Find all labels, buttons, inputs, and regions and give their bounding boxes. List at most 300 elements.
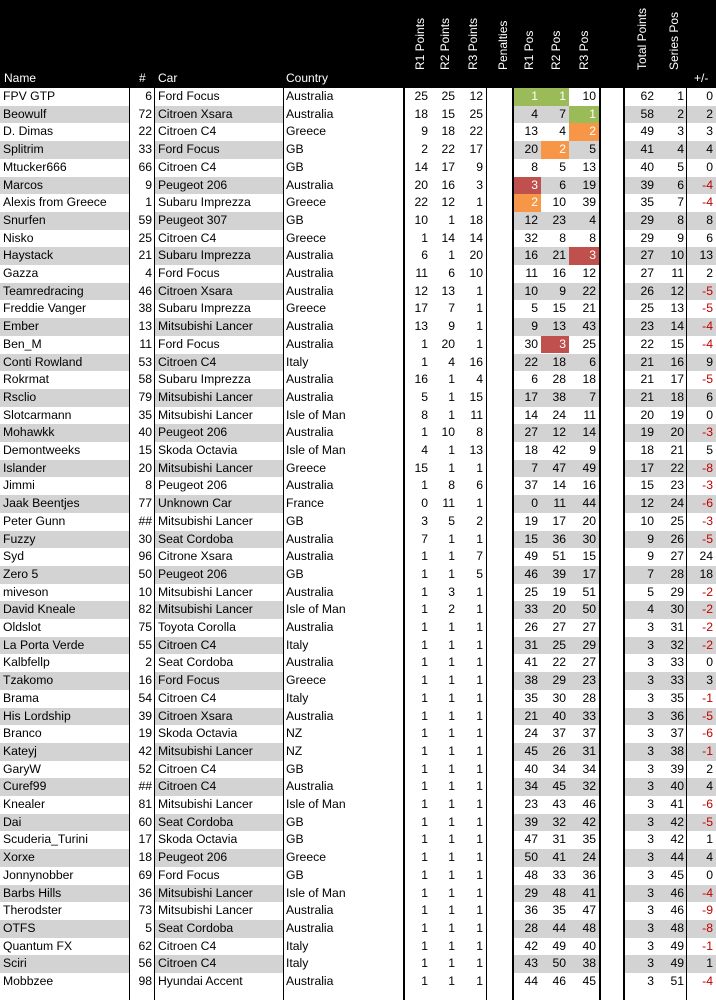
cell-num: 39 — [130, 708, 155, 726]
cell-gap — [600, 177, 624, 195]
cell-gap — [600, 619, 624, 637]
cell-pen — [486, 354, 512, 372]
cell-car: Citroen C4 — [158, 159, 217, 174]
cell-r1p: 1 — [404, 584, 431, 602]
cell-gap — [600, 566, 624, 584]
cell-r1pos: 25 — [524, 584, 538, 599]
cell-pen — [486, 831, 512, 849]
cell-r1pos: 23 — [524, 797, 538, 811]
cell-country: Australia — [283, 584, 403, 602]
cell-r2pos: 20 — [552, 602, 566, 617]
cell-r2p: 2 — [431, 601, 458, 619]
cell-r2pos: 42 — [552, 443, 566, 457]
cell-car: Mitsubishi Lancer — [158, 903, 253, 918]
table-row — [0, 495, 716, 513]
cell-gap — [600, 442, 624, 460]
cell-car: Mitsubishi Lancer — [158, 885, 253, 900]
table-row — [0, 88, 716, 106]
cell-name: Demontweeks — [3, 443, 81, 457]
cell-r1p: 1 — [404, 424, 431, 442]
cell-total: 3 — [647, 673, 654, 688]
cell-r1pos: 44 — [524, 974, 538, 988]
cell-spos: 49 — [670, 956, 684, 971]
table-row — [0, 814, 716, 832]
cell-chg: 4 — [706, 779, 713, 794]
cell-country: Italy — [283, 354, 403, 372]
cell-name: Mohawkk — [3, 425, 55, 440]
cell-r3p: 1 — [458, 318, 486, 336]
cell-r3pos: 48 — [582, 920, 596, 935]
cell-car: Citroen Xsara — [158, 283, 233, 298]
cell-r2pos: 50 — [552, 956, 566, 971]
cell-chg: -2 — [702, 602, 713, 617]
cell-r3p: 1 — [458, 778, 486, 796]
cell-name: Rokrmat — [3, 372, 50, 387]
cell-car: Citroen C4 — [158, 637, 217, 652]
cell-pen — [486, 584, 512, 602]
cell-num: 55 — [130, 637, 155, 655]
table-row — [0, 619, 716, 637]
cell-pen — [486, 778, 512, 796]
cell-spos: 42 — [670, 814, 684, 829]
cell-r3p: 14 — [458, 230, 486, 248]
cell-r1p: 1 — [404, 354, 431, 372]
cell-r3pos: 10 — [582, 89, 596, 103]
cell-pen — [486, 920, 512, 938]
cell-r3p: 20 — [458, 247, 486, 265]
cell-gap — [600, 424, 624, 442]
cell-gap — [600, 761, 624, 779]
cell-chg: -4 — [702, 319, 713, 334]
cell-car: Mitsubishi Lancer — [158, 797, 253, 811]
cell-country: Australia — [283, 619, 403, 637]
cell-car: Mitsubishi Lancer — [158, 743, 253, 758]
cell-chg: -1 — [702, 690, 713, 705]
cell-r3pos: 11 — [583, 407, 596, 422]
cell-r3p: 1 — [458, 938, 486, 956]
cell-r1pos: 24 — [524, 726, 538, 741]
cell-chg: -3 — [702, 478, 713, 493]
cell-r3p: 1 — [458, 495, 486, 513]
cell-r1pos: 11 — [525, 266, 538, 280]
cell-r1p: 2 — [404, 141, 431, 159]
cell-r3pos: 21 — [582, 301, 596, 316]
cell-num: 20 — [130, 460, 155, 478]
cell-gap — [600, 654, 624, 672]
cell-r2p: 1 — [431, 442, 458, 460]
header-r1-points: R1 Points — [413, 17, 427, 70]
cell-name: OTFS — [3, 920, 36, 935]
cell-r2pos: 48 — [552, 885, 566, 900]
cell-spos: 30 — [670, 602, 684, 617]
cell-r2p: 6 — [431, 265, 458, 283]
cell-spos: 46 — [670, 885, 684, 900]
cell-gap — [600, 867, 624, 885]
cell-country: Greece — [283, 460, 403, 478]
cell-chg: 2 — [706, 106, 713, 121]
cell-name: Brama — [3, 690, 39, 705]
cell-total: 3 — [647, 708, 654, 723]
cell-country: NZ — [283, 743, 403, 761]
column-divider — [512, 88, 514, 1000]
cell-country: Greece — [283, 672, 403, 690]
table-row — [0, 300, 716, 318]
cell-r1pos: 15 — [524, 531, 538, 546]
cell-num: 5 — [130, 920, 155, 938]
cell-r1p: 1 — [404, 336, 431, 354]
cell-pen — [486, 177, 512, 195]
cell-r1pos: 46 — [524, 566, 538, 581]
cell-country: France — [283, 495, 403, 513]
table-row — [0, 690, 716, 708]
cell-r2p: 3 — [431, 584, 458, 602]
cell-car: Citroen Xsara — [158, 708, 233, 723]
cell-gap — [600, 725, 624, 743]
cell-gap — [600, 637, 624, 655]
cell-gap — [600, 460, 624, 478]
cell-spos: 17 — [670, 372, 684, 387]
cell-pen — [486, 265, 512, 283]
cell-car: Seat Cordoba — [158, 655, 234, 670]
cell-r3pos: 37 — [582, 726, 596, 741]
cell-r3pos: 45 — [582, 974, 596, 988]
cell-num: 77 — [130, 495, 155, 513]
cell-r1pos: 45 — [524, 743, 538, 758]
table-row — [0, 212, 716, 230]
cell-r2p: 1 — [431, 761, 458, 779]
cell-r3p: 1 — [458, 300, 486, 318]
cell-chg: -4 — [702, 885, 713, 900]
cell-gap — [600, 318, 624, 336]
cell-chg: 1 — [706, 832, 713, 847]
table-row — [0, 849, 716, 867]
cell-name: Teamredracing — [3, 283, 84, 298]
cell-car: Citroen C4 — [158, 354, 217, 369]
cell-r1pos: 33 — [524, 602, 538, 617]
table-row — [0, 265, 716, 283]
cell-r3pos: 43 — [582, 319, 596, 334]
cell-spos: 6 — [677, 177, 684, 192]
cell-pen — [486, 336, 512, 354]
cell-country: Greece — [283, 194, 403, 212]
cell-country: Greece — [283, 300, 403, 318]
cell-country: GB — [283, 141, 403, 159]
cell-car: Subaru Imprezza — [158, 248, 251, 263]
cell-num: 6 — [130, 88, 155, 106]
cell-gap — [600, 336, 624, 354]
cell-total: 27 — [640, 248, 654, 263]
cell-r1pos: 3 — [513, 177, 541, 195]
cell-r2pos: 18 — [552, 354, 566, 369]
cell-r1p: 22 — [404, 194, 431, 212]
cell-spos: 33 — [670, 673, 684, 688]
cell-chg: -5 — [702, 531, 713, 546]
cell-total: 3 — [647, 761, 654, 776]
cell-total: 21 — [640, 372, 654, 387]
cell-r2p: 18 — [431, 123, 458, 141]
cell-r1p: 15 — [404, 460, 431, 478]
cell-r1p: 1 — [404, 902, 431, 920]
table-row — [0, 407, 716, 425]
cell-name: Jimmi — [3, 478, 35, 493]
cell-chg: -6 — [702, 797, 713, 811]
cell-r1p: 8 — [404, 407, 431, 425]
table-row — [0, 354, 716, 372]
cell-gap — [600, 247, 624, 265]
cell-car: Ford Focus — [158, 142, 220, 157]
table-row — [0, 796, 716, 814]
cell-r2p: 17 — [431, 159, 458, 177]
cell-car: Mitsubishi Lancer — [158, 460, 253, 475]
cell-num: 59 — [130, 212, 155, 230]
cell-spos: 2 — [677, 106, 684, 121]
cell-country: Italy — [283, 637, 403, 655]
cell-r1p: 12 — [404, 283, 431, 301]
cell-r1p: 25 — [404, 88, 431, 106]
cell-spos: 21 — [670, 443, 684, 457]
header-number: # — [139, 71, 146, 85]
cell-gap — [600, 389, 624, 407]
cell-car: Citroen Xsara — [158, 106, 233, 121]
cell-r2p: 1 — [431, 867, 458, 885]
cell-num: 40 — [130, 424, 155, 442]
cell-r1pos: 40 — [524, 761, 538, 776]
cell-num: 17 — [130, 831, 155, 849]
cell-r2p: 1 — [431, 973, 458, 991]
table-row — [0, 283, 716, 301]
cell-name: Syd — [3, 549, 25, 564]
cell-r3p: 1 — [458, 796, 486, 814]
cell-gap — [600, 796, 624, 814]
cell-spos: 22 — [670, 460, 684, 475]
cell-gap — [600, 141, 624, 159]
cell-r2p: 1 — [431, 548, 458, 566]
cell-r2p: 1 — [431, 460, 458, 478]
header-r1-pos: R1 Pos — [522, 30, 536, 70]
cell-gap — [600, 690, 624, 708]
cell-car: Peugeot 206 — [158, 478, 228, 493]
cell-r1pos: 21 — [524, 708, 538, 723]
cell-r3pos: 15 — [582, 549, 596, 564]
cell-gap — [600, 743, 624, 761]
cell-r1p: 1 — [404, 690, 431, 708]
cell-car: Citroen C4 — [158, 124, 217, 139]
cell-car: Hyundai Accent — [158, 974, 243, 988]
cell-r3p: 1 — [458, 690, 486, 708]
cell-r3pos: 13 — [582, 159, 596, 174]
table-row — [0, 477, 716, 495]
cell-r1pos: 14 — [524, 407, 538, 422]
cell-gap — [600, 601, 624, 619]
cell-r2pos: 27 — [552, 620, 566, 634]
cell-pen — [486, 194, 512, 212]
cell-num: 62 — [130, 938, 155, 956]
cell-spos: 11 — [671, 266, 684, 280]
cell-r1p: 14 — [404, 159, 431, 177]
cell-name: Rsclio — [3, 389, 37, 404]
cell-total: 10 — [640, 513, 654, 528]
cell-num: 42 — [130, 743, 155, 761]
header-r3-points: R3 Points — [466, 17, 480, 70]
cell-total: 3 — [647, 814, 654, 829]
cell-r1p: 20 — [404, 177, 431, 195]
cell-name: Scuderia_Turini — [3, 832, 88, 847]
cell-total: 4 — [647, 602, 654, 617]
header-r2-points: R2 Points — [438, 17, 452, 70]
cell-r3pos: 22 — [582, 283, 596, 298]
cell-gap — [600, 849, 624, 867]
cell-gap — [600, 584, 624, 602]
cell-total: 17 — [640, 460, 654, 475]
table-row — [0, 548, 716, 566]
cell-r2p: 1 — [431, 212, 458, 230]
cell-chg: -2 — [702, 637, 713, 652]
cell-pen — [486, 318, 512, 336]
cell-num: 2 — [130, 654, 155, 672]
cell-r2p: 1 — [431, 672, 458, 690]
cell-spos: 44 — [670, 850, 684, 865]
cell-num: 52 — [130, 761, 155, 779]
cell-r2pos: 33 — [552, 867, 566, 882]
cell-r2pos: 24 — [552, 407, 566, 422]
cell-num: 79 — [130, 389, 155, 407]
header-r3-pos: R3 Pos — [577, 30, 591, 70]
cell-r1p: 1 — [404, 778, 431, 796]
cell-pen — [486, 371, 512, 389]
table-row — [0, 867, 716, 885]
cell-r1p: 7 — [404, 531, 431, 549]
cell-r2pos: 13 — [552, 319, 566, 334]
cell-num: 54 — [130, 690, 155, 708]
cell-r2pos: 28 — [552, 372, 566, 387]
cell-r2pos: 35 — [552, 903, 566, 918]
cell-r2pos: 36 — [552, 531, 566, 546]
cell-r3p: 1 — [458, 973, 486, 991]
cell-r3p: 6 — [458, 477, 486, 495]
cell-r1p: 1 — [404, 867, 431, 885]
table-row — [0, 159, 716, 177]
cell-r3pos: 44 — [582, 496, 596, 511]
cell-country: NZ — [283, 725, 403, 743]
cell-chg: -1 — [702, 743, 713, 758]
cell-r3p: 1 — [458, 867, 486, 885]
cell-spos: 38 — [670, 743, 684, 758]
cell-r1p: 4 — [404, 442, 431, 460]
cell-r3pos: 35 — [582, 832, 596, 847]
cell-gap — [600, 955, 624, 973]
cell-car: Skoda Octavia — [158, 726, 238, 741]
cell-r1p: 1 — [404, 743, 431, 761]
cell-num: 73 — [130, 902, 155, 920]
cell-r2pos: 19 — [552, 584, 566, 599]
cell-spos: 29 — [670, 584, 684, 599]
cell-r2p: 1 — [431, 814, 458, 832]
cell-spos: 20 — [670, 425, 684, 440]
cell-r3p: 18 — [458, 212, 486, 230]
cell-r1pos: 29 — [524, 885, 538, 900]
cell-r1pos: 41 — [524, 655, 538, 670]
cell-spos: 1 — [677, 89, 684, 103]
cell-pen — [486, 743, 512, 761]
cell-r2pos: 29 — [552, 673, 566, 688]
cell-gap — [600, 477, 624, 495]
cell-country: Australia — [283, 88, 403, 106]
cell-gap — [600, 407, 624, 425]
cell-total: 12 — [640, 496, 654, 511]
cell-car: Mitsubishi Lancer — [158, 407, 253, 422]
cell-r2p: 1 — [431, 654, 458, 672]
cell-spos: 4 — [677, 142, 684, 157]
cell-name: Alexis from Greece — [3, 195, 107, 210]
cell-country: GB — [283, 212, 403, 230]
cell-total: 49 — [640, 124, 654, 139]
cell-gap — [600, 513, 624, 531]
cell-car: Seat Cordoba — [158, 814, 234, 829]
cell-gap — [600, 371, 624, 389]
cell-r3p: 1 — [458, 743, 486, 761]
cell-r3pos: 41 — [582, 885, 596, 900]
cell-r3pos: 50 — [582, 602, 596, 617]
cell-r2p: 9 — [431, 318, 458, 336]
cell-r2pos: 44 — [552, 920, 566, 935]
cell-r2pos: 12 — [552, 425, 566, 440]
cell-country: Australia — [283, 283, 403, 301]
cell-name: Quantum FX — [3, 938, 73, 953]
cell-pen — [486, 955, 512, 973]
cell-r1pos: 10 — [524, 283, 538, 298]
cell-r3pos: 25 — [582, 336, 596, 351]
cell-num: 96 — [130, 548, 155, 566]
cell-gap — [600, 708, 624, 726]
cell-spos: 35 — [670, 690, 684, 705]
header-penalties: Penalties — [496, 20, 510, 70]
cell-r3pos: 30 — [582, 531, 596, 546]
cell-pen — [486, 407, 512, 425]
cell-r2pos: 47 — [552, 460, 566, 475]
cell-gap — [600, 902, 624, 920]
cell-gap — [600, 159, 624, 177]
cell-r2pos: 40 — [552, 708, 566, 723]
cell-car: Peugeot 206 — [158, 850, 228, 865]
cell-r3p: 1 — [458, 672, 486, 690]
table-row — [0, 885, 716, 903]
cell-spos: 12 — [670, 283, 684, 298]
cell-chg: 0 — [706, 89, 713, 103]
cell-name: Slotcarmann — [3, 407, 72, 422]
cell-r1pos: 19 — [524, 513, 538, 528]
cell-car: Peugeot 206 — [158, 177, 228, 192]
cell-chg: 0 — [706, 159, 713, 174]
cell-name: Dai — [3, 814, 22, 829]
cell-total: 3 — [647, 779, 654, 794]
cell-total: 21 — [640, 354, 654, 369]
cell-num: 21 — [130, 247, 155, 265]
cell-r1p: 1 — [404, 601, 431, 619]
cell-country: GB — [283, 159, 403, 177]
cell-total: 3 — [647, 655, 654, 670]
cell-num: 16 — [130, 672, 155, 690]
cell-chg: 2 — [706, 266, 713, 280]
cell-country: GB — [283, 566, 403, 584]
cell-r1pos: 28 — [524, 920, 538, 935]
cell-pen — [486, 389, 512, 407]
cell-num: 53 — [130, 354, 155, 372]
cell-r1pos: 0 — [531, 496, 538, 511]
cell-r3pos: 28 — [582, 690, 596, 705]
cell-r2p: 1 — [431, 849, 458, 867]
cell-name: Splitrim — [3, 142, 44, 157]
cell-total: 27 — [640, 266, 654, 280]
